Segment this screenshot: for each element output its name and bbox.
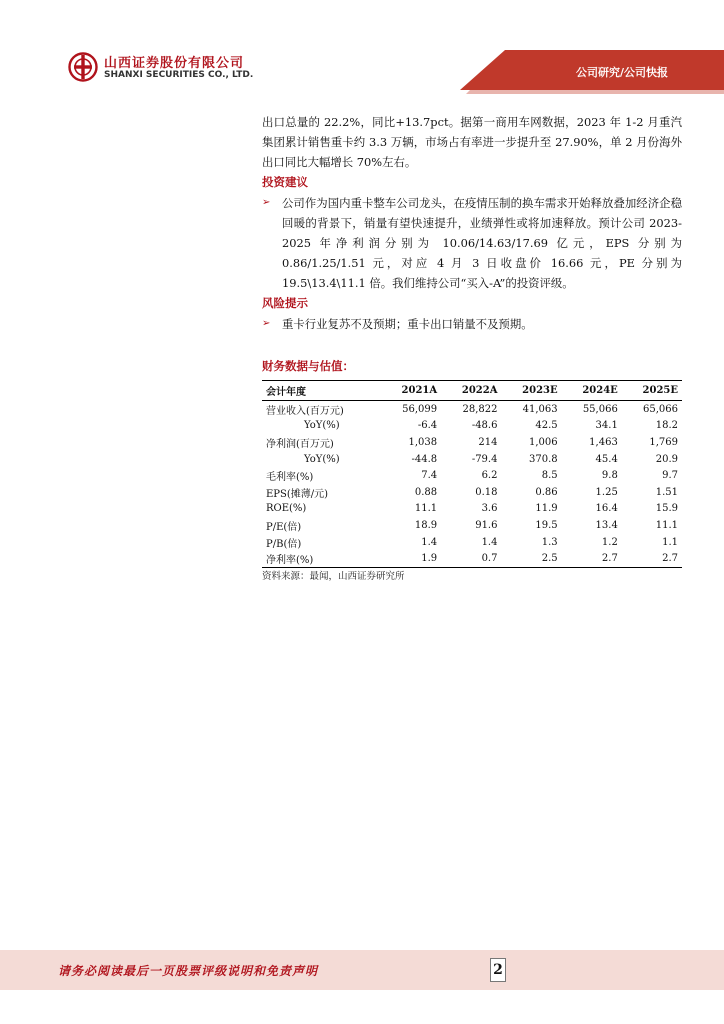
table-cell: 1,769 — [649, 436, 678, 448]
table-row — [262, 484, 682, 501]
column-header: 2021A — [381, 381, 441, 401]
column-header: 2025E — [622, 381, 682, 401]
table-cell: -44.8 — [411, 453, 438, 465]
table-cell: 214 — [478, 436, 498, 448]
table-cell: 1,038 — [408, 436, 438, 448]
investment-advice-item — [262, 193, 682, 293]
row-label: YoY(%) — [304, 420, 340, 432]
column-header: 会计年度 — [262, 381, 381, 401]
table-cell: 0.86 — [535, 486, 558, 498]
table-cell: 2.7 — [622, 550, 682, 567]
disclaimer-notice: 请务必阅读最后一页股票评级说明和免责声明 — [58, 964, 319, 978]
financials-table — [262, 380, 682, 568]
row-label: EPS(摊薄/元) — [266, 488, 329, 500]
intro-paragraph: 出口总量的 22.2%，同比+13.7pct。据第一商用车网数据，2023 年 1-2 月重汽集团累计销售重卡约 3.3 万辆，市场占有率进一步提升至 27.90%，单 2 月份海外出口同比大幅增长 70%左右。 — [262, 115, 682, 169]
table-cell: -79.4 — [471, 453, 498, 465]
table-cell: 65,066 — [643, 403, 678, 415]
table-cell: 1.3 — [541, 536, 558, 548]
shanxi-securities-logo-icon — [68, 52, 98, 82]
table-cell: 3.6 — [481, 503, 498, 515]
table-cell: 45.4 — [595, 453, 618, 465]
table-cell: 18.9 — [414, 519, 438, 531]
table-cell: -48.6 — [471, 420, 498, 432]
investment-advice-text: 公司作为国内重卡整车公司龙头，在疫情压制的换车需求开始释放叠加经济企稳回暖的背景下，销量有望快速提升，业绩弹性或将加速释放。预计公司 2023-2025 年净利润分别为 10.06/14.63/17.69 亿元，EPS 分别为 0.86/1.25/1.51 元，对应 4 月 3 日收盘价 16.66 元，PE 分别为 19.5\13.4\11.1 倍。我们维持公司“买入-A”的投资评级。 — [282, 196, 682, 290]
table-cell: 8.5 — [541, 470, 558, 482]
table-cell: 2.7 — [562, 550, 622, 567]
row-label: 净利润(百万元) — [266, 438, 334, 450]
table-row — [262, 550, 682, 567]
table-cell: 13.4 — [595, 519, 618, 531]
risk-warning-text: 重卡行业复苏不及预期；重卡出口销量不及预期。 — [282, 317, 533, 331]
table-cell: 91.6 — [475, 519, 498, 531]
investment-advice-heading: 投资建议 — [262, 175, 308, 189]
table-cell: -6.4 — [417, 420, 438, 432]
table-row — [262, 501, 682, 518]
financials-table-body — [262, 401, 682, 568]
table-row — [262, 434, 682, 451]
row-label: 营业收入(百万元) — [266, 405, 344, 417]
table-cell: 0.18 — [475, 486, 498, 498]
table-cell: 42.5 — [535, 420, 558, 432]
table-cell: 0.88 — [414, 486, 438, 498]
company-name-cn: 山西证券股份有限公司 — [104, 56, 245, 71]
table-cell: 0.7 — [441, 550, 501, 567]
table-cell: 11.9 — [535, 503, 558, 515]
table-cell: 11.1 — [655, 519, 678, 531]
company-name-en: SHANXI SECURITIES CO., LTD. — [104, 70, 254, 80]
table-header-row — [262, 381, 682, 401]
table-row — [262, 401, 682, 418]
table-cell: 7.4 — [421, 470, 438, 482]
table-cell: 6.2 — [481, 470, 498, 482]
table-cell: 19.5 — [535, 519, 558, 531]
table-cell: 16.4 — [595, 503, 618, 515]
table-cell: 1.51 — [655, 486, 678, 498]
table-cell: 1.25 — [595, 486, 618, 498]
table-row — [262, 534, 682, 551]
table-cell: 9.7 — [662, 470, 678, 482]
table-cell: 1.9 — [381, 550, 441, 567]
row-label: ROE(%) — [266, 503, 307, 515]
data-source-note: 资料来源：最闻，山西证券研究所 — [262, 570, 405, 582]
table-cell: 1.2 — [601, 536, 618, 548]
row-label: P/B(倍) — [266, 538, 302, 550]
row-label: P/E(倍) — [266, 521, 302, 533]
arrow-right-icon: ➢ — [262, 197, 271, 208]
financials-title: 财务数据与估值： — [262, 359, 354, 373]
column-header: 2024E — [562, 381, 622, 401]
risk-warning-item — [262, 314, 682, 334]
table-cell: 41,063 — [522, 403, 558, 415]
table-cell: 1,463 — [589, 436, 618, 448]
table-row — [262, 451, 682, 468]
table-cell: 55,066 — [582, 403, 618, 415]
page-header — [0, 0, 724, 100]
row-label: YoY(%) — [304, 453, 340, 465]
table-row — [262, 517, 682, 534]
table-cell: 15.9 — [655, 503, 678, 515]
section-tag: 公司研究/公司快报 — [575, 66, 668, 79]
table-cell: 11.1 — [414, 503, 438, 515]
row-label: 毛利率(%) — [266, 472, 314, 484]
table-row — [262, 467, 682, 484]
table-cell: 18.2 — [655, 420, 678, 432]
table-cell: 1,006 — [529, 436, 558, 448]
risk-warning-heading: 风险提示 — [262, 296, 308, 310]
table-cell: 28,822 — [462, 403, 498, 415]
report-content — [262, 112, 682, 584]
table-row — [262, 418, 682, 435]
table-cell: 1.4 — [421, 536, 438, 548]
table-cell: 2.5 — [501, 550, 561, 567]
table-cell: 34.1 — [595, 420, 618, 432]
row-label: 净利率(%) — [262, 550, 381, 567]
table-cell: 9.8 — [601, 470, 618, 482]
table-cell: 1.1 — [662, 536, 678, 548]
table-cell: 370.8 — [529, 453, 558, 465]
table-cell: 1.4 — [481, 536, 498, 548]
column-header: 2023E — [501, 381, 561, 401]
arrow-right-icon: ➢ — [262, 318, 271, 329]
column-header: 2022A — [441, 381, 501, 401]
table-cell: 20.9 — [655, 453, 678, 465]
table-cell: 56,099 — [402, 403, 438, 415]
page-number: 2 — [490, 958, 506, 982]
